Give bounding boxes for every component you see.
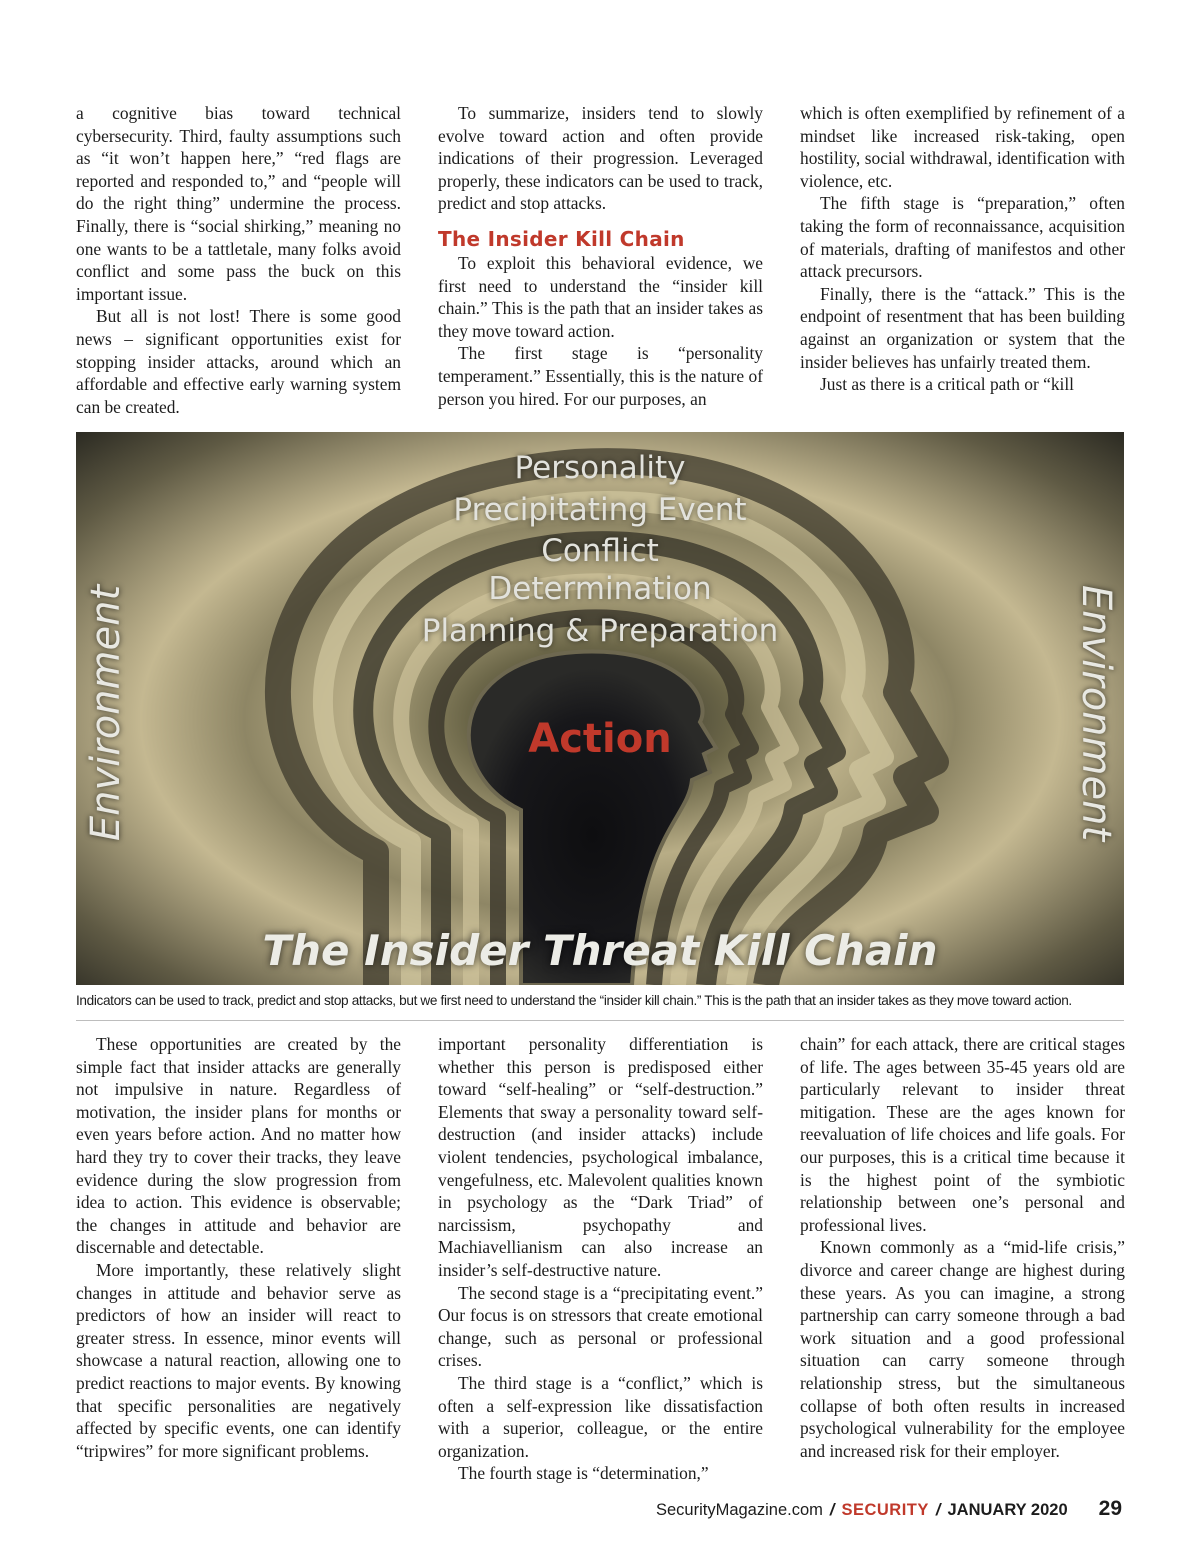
stage-label-planning-preparation: Planning & Preparation — [421, 613, 779, 649]
stage-label-determination: Determination — [488, 571, 712, 607]
paragraph: important personality differentiation is whether this person is predisposed either toward “self-healing” or “self-destruction.” Elements that sway a personality toward self-destruction (and insider attacks) include violent tendencies, psychological imbalance, vengefulness, etc. Malevolent qualities known in psychology as the “Dark Triad” of narcissism, psychopathy and Machiavellianism can also increase an insider’s self-destructive nature. — [438, 1034, 763, 1280]
paragraph: But all is not lost! There is some good news – significant opportunities exist for stopping insider attacks, around which an affordable and effective early warning system can be created. — [76, 306, 401, 417]
article-column-6 — [800, 1033, 1125, 1462]
paragraph: The third stage is a “conflict,” which is often a self-expression like dissatisfaction with a superior, colleague, or the entire organization. — [438, 1372, 763, 1461]
footer-site: SecurityMagazine.com — [655, 1501, 823, 1519]
stage-label-conflict: Conflict — [541, 533, 659, 569]
section-heading: The Insider Kill Chain — [438, 226, 685, 251]
stage-label-personality: Personality — [514, 450, 686, 486]
page-footer — [656, 1497, 1122, 1521]
paragraph: More importantly, these relatively slight changes in attitude and behavior serve as predictors of how an insider will react to greater stress. In essence, minor events will showcase a natural reaction, allowing one to predict reactions to major events. By knowing that specific personalities are negatively affected by specific events, one can identify “tripwires” for more significant problems. — [76, 1259, 401, 1461]
footer-separator: / — [829, 1501, 835, 1519]
footer-magazine-name: SECURITY — [841, 1501, 929, 1519]
paragraph: Known commonly as a “mid-life crisis,” divorce and career change are highest during these years. As you can imagine, a strong partnership can carry someone through a bad work situation and a good professional situation can carry someone through relationship stress, but the simultaneous collapse of both often results in increased psychological vulnerability for the employee and increased risk for their employer. — [800, 1237, 1125, 1461]
article-column-1 — [76, 102, 401, 418]
paragraph: which is often exemplified by refinement of a mindset like increased risk-taking, open hostility, social withdrawal, identification with violence, etc. — [800, 103, 1125, 191]
article-column-2 — [438, 102, 763, 410]
article-column-5 — [438, 1033, 763, 1485]
environment-label-left: Environment — [83, 584, 129, 842]
paragraph: The fifth stage is “preparation,” often taking the form of reconnaissance, acquisition of materials, drafting of manifestos and other attack precursors. — [800, 193, 1125, 282]
page-number: 29 — [1098, 1497, 1122, 1520]
paragraph: Just as there is a critical path or “kill — [820, 374, 1075, 395]
footer-issue-date: JANUARY 2020 — [947, 1501, 1068, 1519]
figure-caption: Indicators can be used to track, predict and stop attacks, but we first need to understand the “insider kill chain.” This is the path that an insider takes as they move toward action. — [76, 993, 1072, 1008]
paragraph: The second stage is a “precipitating event.” Our focus is on stressors that create emotional change, such as personal or professional crises. — [438, 1282, 763, 1371]
paragraph: These opportunities are created by the simple fact that insider attacks are generally not impulsive in nature. Regardless of motivation, the insider plans for months or even years before action. And no matter how hard they try to cover their tracks, they leave evidence during the slow progression from idea to action. This evidence is observable; the changes in attitude and behavior are discernable and detectable. — [76, 1034, 401, 1258]
article-column-3 — [800, 102, 1125, 396]
environment-label-right: Environment — [1073, 584, 1119, 842]
paragraph: To exploit this behavioral evidence, we first need to understand the “insider kill chain.” This is the path that an insider takes as they move toward action. — [438, 252, 763, 341]
paragraph: To summarize, insiders tend to slowly evolve toward action and often provide indications of their progression. Leveraged properly, these indicators can be used to track, predict and stop attacks. — [438, 103, 763, 214]
caption-divider — [76, 1020, 1124, 1021]
paragraph: a cognitive bias toward technical cybersecurity. Third, faulty assumptions such as “it won’t happen here,” “red flags are reported and responded to,” and “people will do the right thing” undermine the process. Finally, there is “social shirking,” meaning no one wants to be a tattletale, many folks avoid conflict and some pass the buck on this important issue. — [76, 103, 401, 304]
illustration-title: The Insider Threat Kill Chain — [262, 926, 938, 975]
stage-label-precipitating-event: Precipitating Event — [453, 492, 747, 528]
paragraph: Finally, there is the “attack.” This is the endpoint of resentment that has been building against an organization or system that the insider believes has unfairly treated them. — [800, 283, 1125, 372]
footer-separator: / — [935, 1501, 941, 1519]
stage-label-action: Action — [528, 716, 672, 762]
article-column-4 — [76, 1033, 401, 1462]
paragraph: The fourth stage is “determination,” — [458, 1463, 709, 1484]
paragraph: chain” for each attack, there are critical stages of life. The ages between 35-45 years old are particularly relevant to insider threat mitigation. These are the ages known for reevaluation of life choices and life goals. For our purposes, this is a critical time because it is the highest point of the symbiotic relationship between one’s personal and professional lives. — [800, 1034, 1125, 1235]
kill-chain-illustration — [76, 432, 1124, 985]
paragraph: The first stage is “personality temperament.” Essentially, this is the nature of person you hired. For our purposes, an — [438, 343, 763, 409]
